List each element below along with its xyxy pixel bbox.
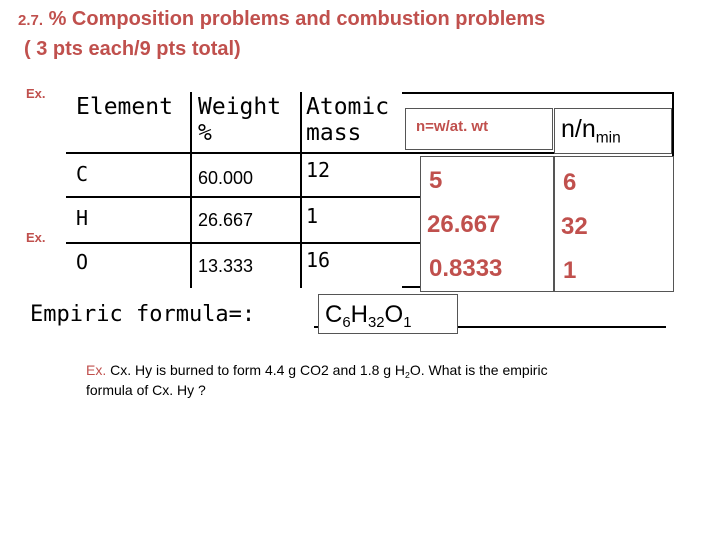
header-weight-line2: % [198,120,212,146]
cell-element-o: O [76,250,89,274]
example-text-part2: O. What is the empiric [409,362,548,378]
cell-atomic-c: 12 [306,158,331,182]
title-text: % Composition problems and combustion problems [43,8,546,30]
header-element: Element [76,94,173,120]
col-divider [300,92,302,288]
cell-ratio-c: 6 [563,169,577,196]
combustion-example [86,360,686,400]
cell-moles-o: 0.8333 [429,255,503,282]
formula-h: H [350,301,368,328]
ex-label-2: Ex. [26,230,46,245]
cell-atomic-h: 1 [306,204,319,228]
cell-atomic-o: 16 [306,248,331,272]
slide-title [18,8,545,31]
moles-header-box [405,108,553,150]
ratio-header-box [554,108,672,154]
example-text-line2: formula of Cx. Hy ? [86,382,206,398]
row-divider [402,92,674,94]
cell-weight-o: 13.333 [198,256,254,276]
cell-element-c: C [76,162,89,186]
example-ex-label: Ex. [86,362,107,378]
section-number: 2.7. [18,12,44,29]
empiric-formula-label: Empiric formula=: [30,302,256,327]
header-ratio-sub: min [595,129,621,147]
cell-element-h: H [76,206,89,230]
ex-label-1: Ex. [26,86,46,101]
header-weight-line1: Weight [198,94,282,120]
formula-c-sub: 6 [342,315,351,332]
header-ratio [561,115,621,147]
formula-answer-box [318,294,458,334]
formula-o: O [384,301,404,328]
moles-values-box [420,156,554,292]
formula-h-sub: 32 [367,315,385,332]
header-moles: n=w/at. wt [416,118,489,135]
formula-o-sub: 1 [403,315,412,332]
cell-moles-c: 5 [429,167,443,194]
cell-ratio-h: 32 [561,213,588,240]
header-atomic-line2: mass [306,120,362,146]
col-divider [190,92,192,288]
formula-answer [325,301,412,332]
example-h2o-sub: 2 [405,370,410,381]
formula-c: C [325,301,343,328]
cell-moles-h: 26.667 [427,211,501,238]
ratio-values-box [554,156,674,292]
header-ratio-base: n/n [561,115,596,143]
slide-subtitle: ( 3 pts each/9 pts total) [24,38,241,60]
header-atomic-line1: Atomic [306,94,390,120]
example-text-part1: Cx. Hy is burned to form 4.4 g CO2 and 1.8 g H [106,362,406,378]
cell-weight-c: 60.000 [198,168,254,188]
cell-weight-h: 26.667 [198,210,254,230]
cell-ratio-o: 1 [563,257,577,284]
